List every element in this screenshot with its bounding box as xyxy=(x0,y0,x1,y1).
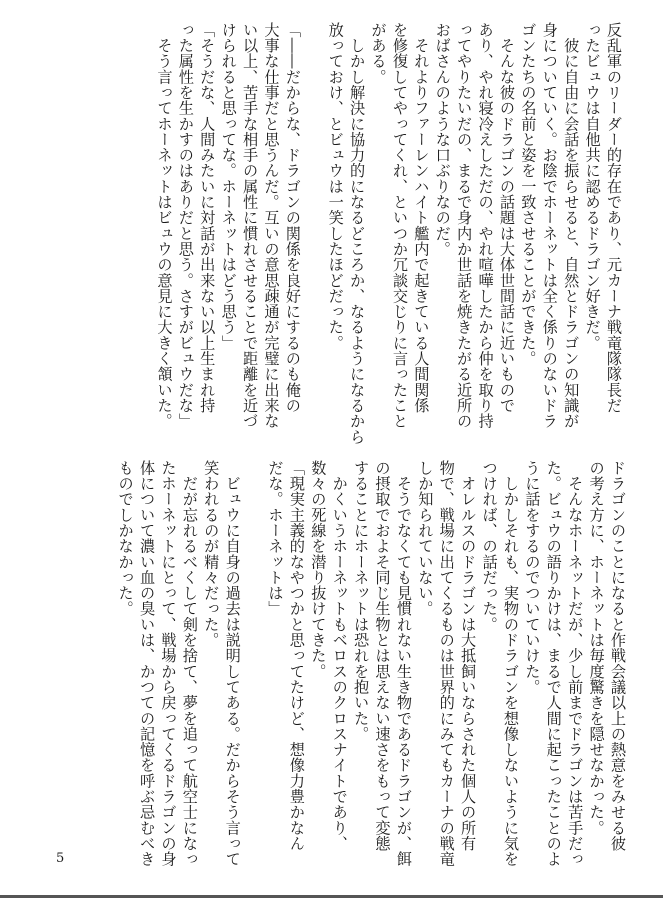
text-column: 彼に自由に会話を振らせると、自然とドラゴンの知識が xyxy=(562,22,581,429)
text-column: 笑われるのが精々だった。 xyxy=(202,460,221,648)
text-column: の摂取でおよそ同じ生物とは思えない速さをもって変態 xyxy=(373,460,392,852)
text-column: 大事な仕事だと思うんだ。互いの意思疎通が完璧に出来な xyxy=(262,22,281,429)
page-number: 5 xyxy=(56,851,65,866)
text-column: い以上、苦手な相手の属性に慣れさせることで距離を近づ xyxy=(241,22,260,429)
text-column: しかし解決に協力的になるどころか、なるようになるから xyxy=(348,22,367,445)
text-column: あり、やれ寝冷えしただの、やれ喧嘩したから仲を取り持 xyxy=(476,22,495,429)
text-column: そんなホーネットだが、少し前までドラゴンは苦手だっ xyxy=(566,460,585,867)
text-column: しか知られていない。 xyxy=(416,460,435,617)
text-column: ったビュウは自他共に認めるドラゴン好きだ。 xyxy=(583,22,602,351)
text-column: を修復してやってくれ、といつか冗談交じりに言ったこと xyxy=(390,22,409,429)
text-column: そう言ってホーネットはビュウの意見に大きく頷いた。 xyxy=(155,22,174,429)
upper-text-block xyxy=(84,22,624,445)
text-column: ものでしかなかった。 xyxy=(116,460,135,617)
text-column: つければ、の話だった。 xyxy=(480,460,499,633)
text-column xyxy=(243,460,264,870)
text-column: ってやりたいだの、まるで身内か世話を焼きたがる近所の xyxy=(455,22,474,429)
text-column: けられると思ってな。ホーネットはどう思う」 xyxy=(219,22,238,351)
text-column: ビュウに自身の過去は説明してある。だからそう言って xyxy=(223,460,242,867)
text-column: た。ビュウの語りかけは、まるで人間に起こったことのよ xyxy=(544,460,563,867)
text-column: 「現実主義的なやつかと思ってたけど、想像力豊かなん xyxy=(287,460,306,852)
lower-text-block xyxy=(76,460,628,870)
text-column: しかしそれも、実物のドラゴンを想像しないように気を xyxy=(501,460,520,867)
text-column: そうでなくても見慣れない生き物であるドラゴンが、餌 xyxy=(394,460,413,867)
text-column: 数々の死線を潜り抜けてきた。 xyxy=(309,460,328,680)
text-column xyxy=(303,22,324,422)
text-column: 身についていく。お陰でホーネットは全く係りのないドラ xyxy=(540,22,559,429)
text-column: おばさんのような口ぶりなのだ。 xyxy=(433,22,452,257)
text-column: オレルスのドラゴンは大抵飼いならされた個人の所有 xyxy=(459,460,478,852)
text-column: 体について濃い血の臭いは、かつての記憶を呼ぶ忌むべき xyxy=(138,460,157,867)
text-column: たホーネットにとって、戦場から戻ってくるドラゴンの身 xyxy=(159,460,178,867)
text-column: 放っておけ、とビュウは一笑したほどだった。 xyxy=(326,22,345,351)
text-column: 「そうだな、人間みたいに対話が出来ない以上生まれ持 xyxy=(198,22,217,414)
text-column: がある。 xyxy=(369,22,388,85)
text-column: それよりファーレンハイト艦内で起きている人間関係 xyxy=(412,22,431,414)
text-column: 「――だからな、ドラゴンの関係を良好にするのも俺の xyxy=(283,22,302,414)
text-column: かくいうホーネットもベロスのクロスナイトであり、 xyxy=(330,460,349,852)
text-column: だが忘れるべくして剣を捨て、夢を追って航空士になっ xyxy=(180,460,199,867)
text-column: だな。ホーネットは」 xyxy=(266,460,285,617)
text-column: った属性を生かすのはありだと思う。さすがビュウだな」 xyxy=(176,22,195,429)
text-column: 物で、戦場に出てくるものは世界的にみてもカーナの戦竜 xyxy=(437,460,456,867)
text-column: することにホーネットは恐れを抱いた。 xyxy=(352,460,371,742)
text-column: そんな彼のドラゴンの話題は大体世間話に近いもので xyxy=(497,22,516,414)
text-column: の考え方に、ホーネットは毎度驚きを隠せなかった。 xyxy=(587,460,606,836)
text-column: ゴンたちの名前と姿を一致させることができた。 xyxy=(519,22,538,367)
text-column: うに話をするのでついていけた。 xyxy=(523,460,542,695)
text-column: 反乱軍のリーダー的存在であり、元カーナ戦竜隊隊長だ xyxy=(605,22,623,414)
text-column: ドラゴンのことになると作戦会議以上の熱意をみせる彼 xyxy=(609,460,627,852)
